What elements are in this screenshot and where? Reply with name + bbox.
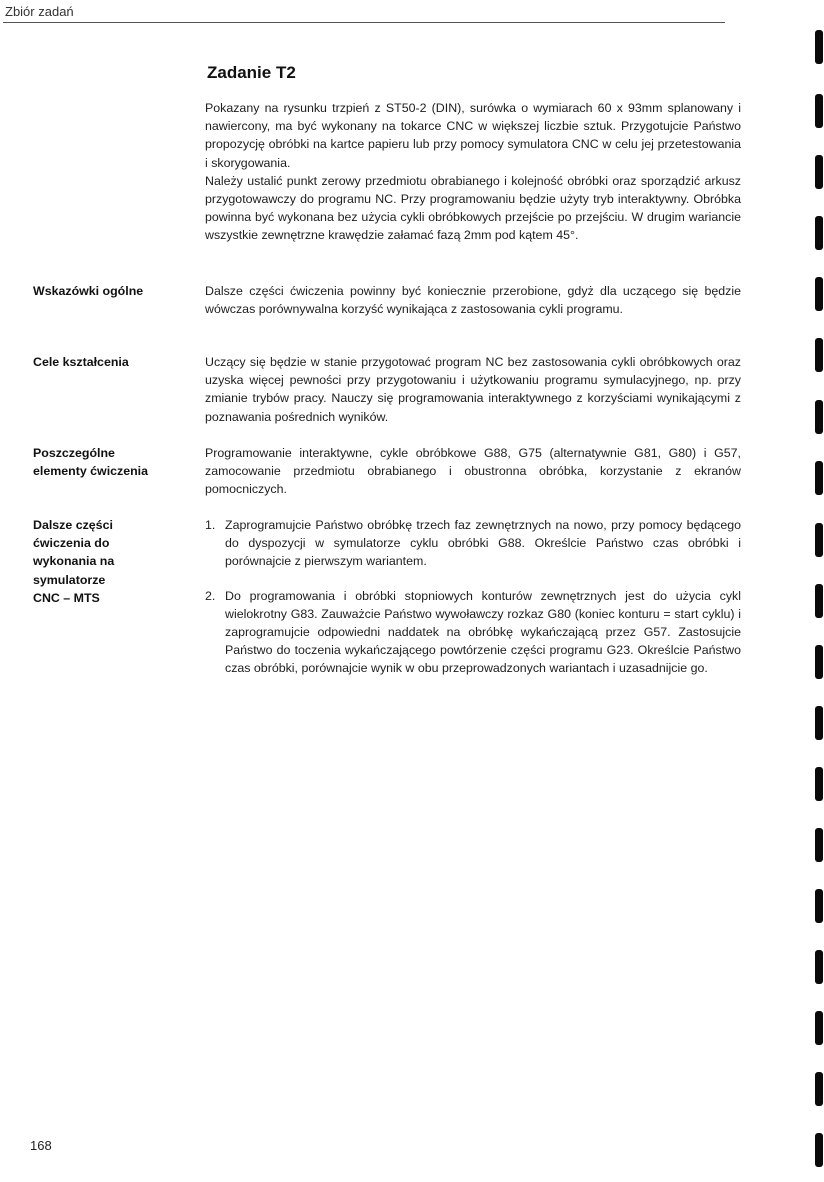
list-item	[205, 516, 741, 571]
task-title: Zadanie T2	[207, 63, 296, 82]
section-text-exercise-elements: Programowanie interaktywne, cykle obróbkowe G88, G75 (alternatywnie G81, G80) i G57, zamocowanie przedmiotu obrabianego i obustronna obróbka, korzystanie z ekranów pomocniczych.	[205, 446, 741, 497]
binding-hole	[815, 828, 823, 862]
header-rule	[3, 22, 725, 23]
binding-hole	[815, 889, 823, 923]
binding-hole	[815, 645, 823, 679]
binding-hole	[815, 155, 823, 189]
list-item-text: Zaprogramujcie Państwo obróbkę trzech faz zewnętrznych na nowo, przy pomocy będącego do dyspozycji w symulatorze cyklu obróbki G88. Określcie Państwo czas obróbki i porównajcie z pierwszym wariantem.	[225, 518, 741, 569]
binding-hole	[815, 1133, 823, 1167]
section-label-general-hints: Wskazówki ogólne	[33, 284, 144, 298]
binding-hole	[815, 706, 823, 740]
page-number: 168	[30, 1138, 52, 1153]
binding-hole	[815, 1072, 823, 1106]
binding-hole	[815, 400, 823, 434]
binding-hole	[815, 950, 823, 984]
section-text-general-hints: Dalsze części ćwiczenia powinny być koniecznie przerobione, gdyż dla uczącego się będzie wówczas porównywalna korzyść wynikająca z zastosowania cykli programu.	[205, 284, 741, 317]
list-item-number: 1.	[205, 518, 216, 532]
list-item	[205, 587, 741, 678]
binding-hole	[815, 94, 823, 128]
task-intro: Pokazany na rysunku trzpień z ST50-2 (DIN), surówka o wymiarach 60 x 93mm splanowany i nawiercony, ma być wykonany na tokarce CNC w większej liczbie sztuk. Przygotujcie Państwo propozycję obróbki na kartce papieru lub przy pomocy symulatora CNC w celu jej przetestowania i skorygowania. Należy ustalić punkt zerowy przedmiotu obrabianego i kolejność obróbki oraz sporządzić arkusz przygotowawczy do programu NC. Przy programowaniu będzie użyty tryb interaktywny. Obróbka powinna być wykonana bez użycia cykli obróbkowych przejście po przejściu. W drugim wariancie wszystkie zewnętrzne krawędzie załamać fazą 2mm pod kątem 45°.	[205, 101, 741, 243]
section-label-exercise-elements: Poszczególne elementy ćwiczenia	[33, 446, 149, 479]
binding-hole	[815, 277, 823, 311]
list-item-number: 2.	[205, 588, 216, 603]
running-header: Zbiór zadań	[5, 4, 74, 19]
binding-hole	[815, 767, 823, 801]
binding-hole	[815, 338, 823, 372]
binding-hole	[815, 461, 823, 495]
section-label-further-parts: Dalsze części ćwiczenia do wykonania na symulatorze CNC – MTS	[33, 518, 115, 605]
section-label-learning-goals: Cele kształcenia	[33, 355, 129, 369]
list-item-text: Do programowania i obróbki stopniowych konturów zewnętrznych jest do użycia cykl wielokrotny G83. Zauważcie Państwo wywoławczy rozkaz G80 (koniec konturu = start cyklu) i zaprogramujcie odpowiedni naddatek na obróbkę wykańczającą przez G57. Zastosujcie Państwo do toczenia wykańczającego powtórzenie części programu G23. Określcie Państwo czas obróbki, porównajcie wynik w obu przeprowadzonych wariantach i uzasadnijcie go.	[225, 588, 741, 676]
section-text-learning-goals: Uczący się będzie w stanie przygotować program NC bez zastosowania cykli obróbkowych oraz uzyska więcej pewności przy przygotowaniu i użytkowaniu programu symulacyjnego, np. przy zmianie trybów pracy. Nauczy się programowania interaktywnego z korzyściami wynikającymi z poznawania pośrednich wyników.	[205, 355, 741, 424]
binding-hole	[815, 1011, 823, 1045]
further-parts-list	[205, 516, 741, 694]
binding-hole	[815, 584, 823, 618]
binding-holes	[811, 0, 824, 1182]
binding-hole	[815, 523, 823, 557]
binding-hole	[815, 30, 823, 64]
binding-hole	[815, 216, 823, 250]
